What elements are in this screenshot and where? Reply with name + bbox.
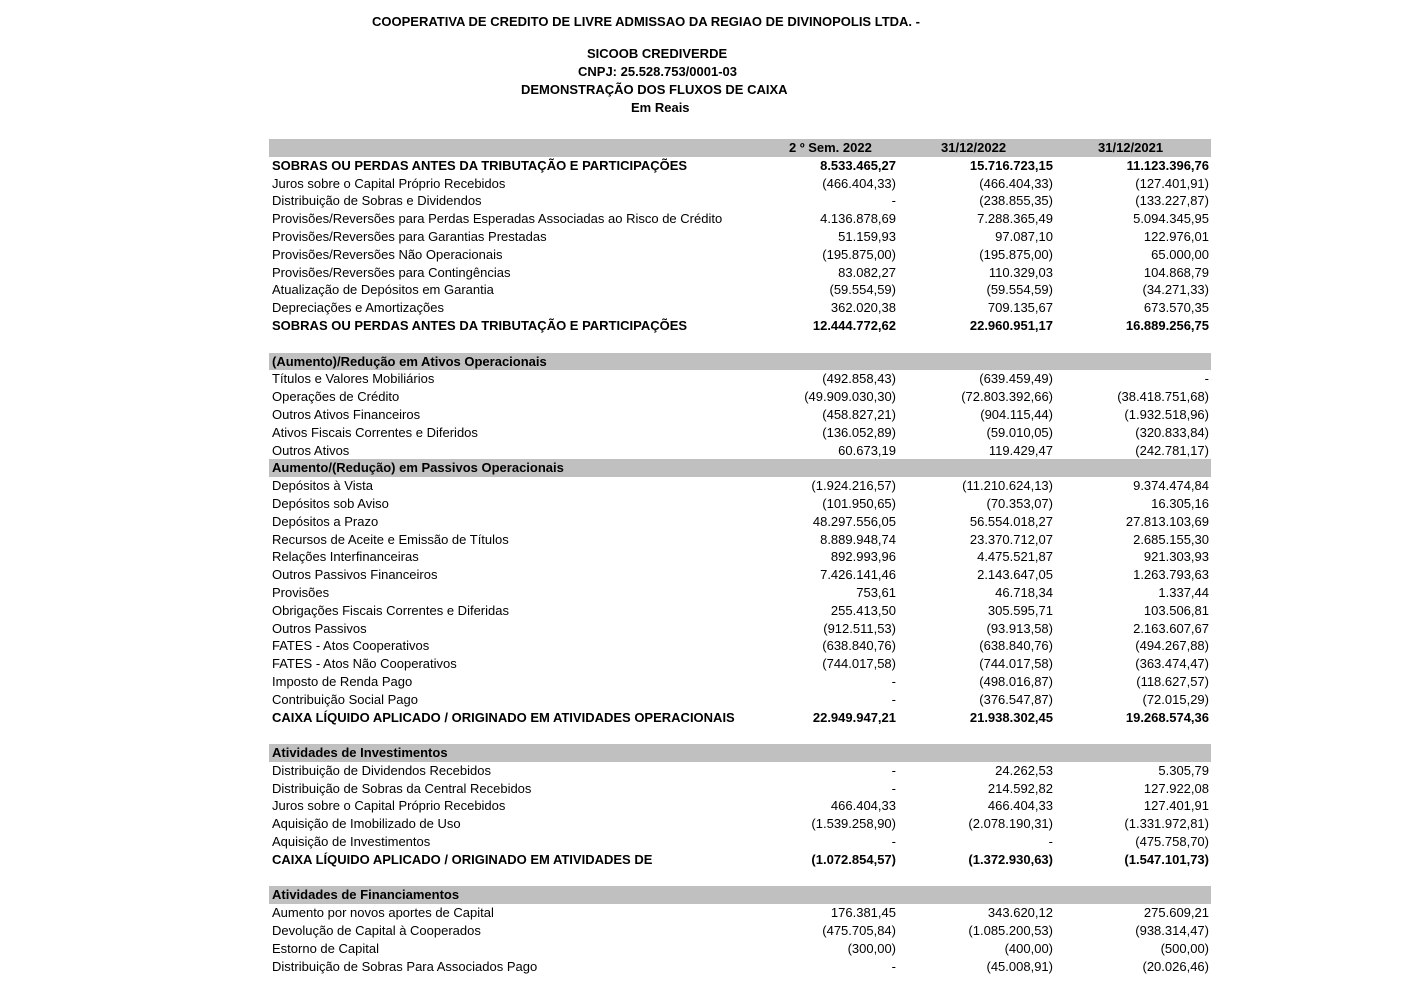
- value-cell: 214.592,82: [987, 780, 1053, 796]
- spacer-row: [269, 335, 1211, 353]
- row-label: Distribuição de Sobras da Central Recebidos: [272, 780, 532, 796]
- total-row: [269, 317, 1211, 335]
- value-cell: 8.533.465,27: [820, 157, 896, 173]
- value-cell: (195.875,00): [822, 246, 896, 262]
- spacer-row: [269, 726, 1211, 744]
- value-cell: 275.609,21: [1143, 905, 1209, 921]
- table-row: [269, 299, 1211, 317]
- row-label: Juros sobre o Capital Próprio Recebidos: [272, 798, 506, 814]
- value-cell: 24.262,53: [995, 762, 1053, 778]
- value-cell: 255.413,50: [830, 602, 896, 618]
- value-cell: (127.401,91): [1135, 175, 1209, 191]
- row-label: Operações de Crédito: [272, 389, 400, 405]
- table-row: [269, 513, 1211, 531]
- value-cell: (744.017,58): [822, 656, 896, 672]
- value-cell: (11.210.624,13): [962, 478, 1053, 494]
- value-cell: (59.554,59): [829, 282, 896, 298]
- value-cell: 8.889.948,74: [820, 531, 896, 547]
- value-cell: 65.000,00: [1151, 246, 1209, 262]
- table-row: [269, 584, 1211, 602]
- table-row: [269, 406, 1211, 424]
- row-label: Provisões/Reversões Não Operacionais: [272, 246, 503, 262]
- value-cell: (118.627,57): [1136, 673, 1209, 689]
- value-cell: 4.475.521,87: [977, 549, 1053, 565]
- table-row: [269, 477, 1211, 495]
- table-row: [269, 602, 1211, 620]
- value-cell: -: [891, 834, 896, 850]
- value-cell: 343.620,12: [987, 905, 1053, 921]
- table-row: [269, 833, 1211, 851]
- value-cell: (49.909.030,30): [804, 389, 896, 405]
- value-cell: 753,61: [856, 584, 896, 600]
- row-label: Devolução de Capital à Cooperados: [272, 923, 481, 939]
- value-cell: (320.833,84): [1135, 424, 1209, 440]
- value-cell: 119.429,47: [988, 442, 1053, 458]
- value-cell: (238.855,35): [979, 193, 1053, 209]
- value-cell: (744.017,58): [979, 656, 1053, 672]
- value-cell: (1.547.101,73): [1124, 851, 1209, 867]
- row-label: Provisões: [272, 584, 330, 600]
- row-label: Outros Passivos: [272, 620, 367, 636]
- value-cell: 127.401,91: [1143, 798, 1209, 814]
- value-cell: 27.813.103,69: [1125, 513, 1209, 529]
- value-cell: 7.426.141,46: [820, 567, 896, 583]
- value-cell: 46.718,34: [995, 584, 1053, 600]
- value-cell: (466.404,33): [979, 175, 1053, 191]
- value-cell: 103.506,81: [1143, 602, 1209, 618]
- row-label: SOBRAS OU PERDAS ANTES DA TRIBUTAÇÃO E PARTICIPAÇÕES: [272, 317, 688, 333]
- value-cell: -: [891, 691, 896, 707]
- row-label: Estorno de Capital: [272, 940, 379, 956]
- column-header: 31/12/2022: [941, 140, 1007, 155]
- value-cell: 892.993,96: [830, 549, 896, 565]
- table-row: [269, 388, 1211, 406]
- row-label: FATES - Atos Cooperativos: [272, 638, 430, 654]
- row-label: Distribuição de Sobras e Dividendos: [272, 193, 482, 209]
- row-label: Atividades de Financiamentos: [272, 887, 460, 903]
- value-cell: -: [891, 673, 896, 689]
- table-row: [269, 566, 1211, 584]
- total-row: [269, 157, 1211, 175]
- value-cell: 15.716.723,15: [969, 157, 1053, 173]
- value-cell: (2.078.190,31): [968, 816, 1053, 832]
- table-row: [269, 940, 1211, 958]
- value-cell: (1.372.930,63): [968, 851, 1053, 867]
- value-cell: 1.263.793,63: [1133, 567, 1209, 583]
- value-cell: (101.950,65): [822, 495, 896, 511]
- row-label: Depósitos sob Aviso: [272, 495, 389, 511]
- value-cell: (400,00): [1004, 940, 1053, 956]
- row-label: SOBRAS OU PERDAS ANTES DA TRIBUTAÇÃO E PARTICIPAÇÕES: [272, 157, 688, 173]
- row-label: Outros Ativos Financeiros: [272, 406, 421, 422]
- report-title: DEMONSTRAÇÃO DOS FLUXOS DE CAIXA: [521, 82, 788, 97]
- table-row: [269, 904, 1211, 922]
- cooperative-name: SICOOB CREDIVERDE: [587, 46, 728, 61]
- value-cell: 5.094.345,95: [1133, 211, 1209, 227]
- value-cell: 22.949.947,21: [812, 709, 896, 725]
- value-cell: -: [1048, 834, 1053, 850]
- value-cell: 97.087,10: [995, 228, 1053, 244]
- row-label: Outros Passivos Financeiros: [272, 567, 438, 583]
- table-row: [269, 246, 1211, 264]
- row-label: Aquisição de Investimentos: [272, 834, 431, 850]
- value-cell: (1.331.972,81): [1124, 816, 1209, 832]
- value-cell: (34.271,33): [1142, 282, 1209, 298]
- value-cell: (93.913,58): [986, 620, 1053, 636]
- value-cell: (136.052,89): [822, 424, 896, 440]
- row-label: Obrigações Fiscais Correntes e Diferidas: [272, 602, 509, 618]
- table-row: [269, 958, 1211, 976]
- value-cell: 1.337,44: [1158, 584, 1209, 600]
- value-cell: 48.297.556,05: [812, 513, 896, 529]
- value-cell: 19.268.574,36: [1125, 709, 1209, 725]
- value-cell: (492.858,43): [822, 371, 896, 387]
- row-label: Distribuição de Sobras Para Associados Pago: [272, 958, 538, 974]
- value-cell: (133.227,87): [1135, 193, 1209, 209]
- row-label: Provisões/Reversões para Perdas Esperadas Associadas ao Risco de Crédito: [272, 211, 723, 227]
- value-cell: (458.827,21): [822, 406, 896, 422]
- row-label: Depósitos a Prazo: [272, 513, 379, 529]
- value-cell: (475.705,84): [822, 923, 896, 939]
- value-cell: (475.758,70): [1135, 834, 1209, 850]
- section-header-row: [269, 459, 1211, 477]
- table-row: [269, 673, 1211, 691]
- row-label: Juros sobre o Capital Próprio Recebidos: [272, 175, 506, 191]
- row-label: Aumento/(Redução) em Passivos Operacionais: [272, 460, 564, 476]
- column-header: 31/12/2021: [1098, 140, 1164, 155]
- value-cell: (70.353,07): [986, 495, 1053, 511]
- row-label: CAIXA LÍQUIDO APLICADO / ORIGINADO EM ATIVIDADES DE: [272, 851, 653, 867]
- value-cell: (242.781,17): [1135, 442, 1209, 458]
- table-row: [269, 495, 1211, 513]
- value-cell: (938.314,47): [1135, 923, 1209, 939]
- row-label: Depósitos à Vista: [272, 478, 373, 494]
- value-cell: (59.554,59): [986, 282, 1053, 298]
- value-cell: 56.554.018,27: [969, 513, 1053, 529]
- value-cell: -: [891, 193, 896, 209]
- value-cell: (638.840,76): [979, 638, 1053, 654]
- row-label: Atividades de Investimentos: [272, 745, 448, 761]
- value-cell: 16.889.256,75: [1125, 317, 1209, 333]
- value-cell: 22.960.951,17: [969, 317, 1053, 333]
- table-row: [269, 531, 1211, 549]
- table-row: [269, 620, 1211, 638]
- value-cell: 7.288.365,49: [977, 211, 1053, 227]
- section-header-row: [269, 353, 1211, 371]
- value-cell: 362.020,38: [830, 300, 896, 316]
- column-header-row: [269, 139, 1211, 157]
- value-cell: (38.418.751,68): [1117, 389, 1209, 405]
- row-label: Depreciações e Amortizações: [272, 300, 444, 316]
- table-row: [269, 210, 1211, 228]
- table-row: [269, 797, 1211, 815]
- column-header: 2 º Sem. 2022: [789, 140, 872, 155]
- table-row: [269, 637, 1211, 655]
- value-cell: 673.570,35: [1143, 300, 1209, 316]
- table-row: [269, 424, 1211, 442]
- row-label: FATES - Atos Não Cooperativos: [272, 656, 457, 672]
- value-cell: (912.511,53): [823, 620, 896, 636]
- table-row: [269, 192, 1211, 210]
- table-row: [269, 548, 1211, 566]
- value-cell: (1.085.200,53): [968, 923, 1053, 939]
- row-label: Títulos e Valores Mobiliários: [272, 371, 435, 387]
- value-cell: 23.370.712,07: [969, 531, 1053, 547]
- row-label: CAIXA LÍQUIDO APLICADO / ORIGINADO EM ATIVIDADES OPERACIONAIS: [272, 709, 735, 725]
- table-row: [269, 780, 1211, 798]
- row-label: Provisões/Reversões para Garantias Prestadas: [272, 228, 547, 244]
- row-label: Outros Ativos: [272, 442, 350, 458]
- table-row: [269, 175, 1211, 193]
- value-cell: 51.159,93: [838, 228, 896, 244]
- value-cell: (639.459,49): [979, 371, 1053, 387]
- value-cell: (638.840,76): [822, 638, 896, 654]
- table-body: [269, 157, 1211, 976]
- row-label: Distribuição de Dividendos Recebidos: [272, 762, 491, 778]
- total-row: [269, 851, 1211, 869]
- table-row: [269, 762, 1211, 780]
- table-row: [269, 281, 1211, 299]
- row-label: Aquisição de Imobilizado de Uso: [272, 816, 461, 832]
- value-cell: 466.404,33: [830, 798, 896, 814]
- value-cell: -: [1204, 371, 1209, 387]
- value-cell: (45.008,91): [986, 958, 1053, 974]
- value-cell: 5.305,79: [1158, 762, 1209, 778]
- value-cell: 12.444.772,62: [812, 317, 896, 333]
- total-row: [269, 709, 1211, 727]
- cnpj: CNPJ: 25.528.753/0001-03: [578, 64, 738, 79]
- value-cell: -: [891, 762, 896, 778]
- value-cell: (1.924.216,57): [811, 478, 896, 494]
- row-label: Imposto de Renda Pago: [272, 673, 413, 689]
- value-cell: (195.875,00): [979, 246, 1053, 262]
- value-cell: 122.976,01: [1143, 228, 1209, 244]
- row-label: Recursos de Aceite e Emissão de Títulos: [272, 531, 509, 547]
- table-row: [269, 655, 1211, 673]
- value-cell: -: [891, 958, 896, 974]
- value-cell: 16.305,16: [1151, 495, 1209, 511]
- row-label: Contribuição Social Pago: [272, 691, 418, 707]
- value-cell: 2.143.647,05: [977, 567, 1053, 583]
- value-cell: (1.932.518,96): [1124, 406, 1209, 422]
- value-cell: 2.163.607,67: [1133, 620, 1209, 636]
- value-cell: (498.016,87): [979, 673, 1053, 689]
- value-cell: (72.015,29): [1142, 691, 1209, 707]
- value-cell: 305.595,71: [987, 602, 1053, 618]
- value-cell: 21.938.302,45: [969, 709, 1053, 725]
- row-label: Aumento por novos aportes de Capital: [272, 905, 494, 921]
- row-label: (Aumento)/Redução em Ativos Operacionais: [272, 353, 547, 369]
- value-cell: (1.072.854,57): [811, 851, 896, 867]
- value-cell: 104.868,79: [1143, 264, 1209, 280]
- cash-flow-table: [269, 139, 1211, 975]
- entity-name: COOPERATIVA DE CREDITO DE LIVRE ADMISSAO DA REGIAO DE DIVINOPOLIS LTDA. -: [372, 14, 920, 29]
- value-cell: 466.404,33: [987, 798, 1053, 814]
- value-cell: 4.136.878,69: [820, 211, 896, 227]
- table-row: [269, 264, 1211, 282]
- value-cell: 83.082,27: [838, 264, 896, 280]
- table-row: [269, 691, 1211, 709]
- row-label: Atualização de Depósitos em Garantia: [272, 282, 494, 298]
- row-label: Provisões/Reversões para Contingências: [272, 264, 511, 280]
- value-cell: -: [891, 780, 896, 796]
- value-cell: (1.539.258,90): [811, 816, 896, 832]
- table-row: [269, 922, 1211, 940]
- value-cell: (72.803.392,66): [961, 389, 1053, 405]
- value-cell: 2.685.155,30: [1133, 531, 1209, 547]
- value-cell: (376.547,87): [979, 691, 1053, 707]
- value-cell: 921.303,93: [1143, 549, 1209, 565]
- row-label: Ativos Fiscais Correntes e Diferidos: [272, 424, 478, 440]
- value-cell: 110.329,03: [988, 264, 1053, 280]
- value-cell: (904.115,44): [980, 406, 1053, 422]
- table-row: [269, 815, 1211, 833]
- value-cell: 11.123.396,76: [1126, 157, 1209, 173]
- value-cell: (466.404,33): [822, 175, 896, 191]
- section-header-row: [269, 886, 1211, 904]
- table-row: [269, 228, 1211, 246]
- value-cell: 176.381,45: [830, 905, 896, 921]
- value-cell: (300,00): [847, 940, 896, 956]
- spacer-row: [269, 869, 1211, 887]
- table-row: [269, 442, 1211, 460]
- value-cell: (59.010,05): [986, 424, 1053, 440]
- value-cell: (20.026,46): [1142, 958, 1209, 974]
- table-row: [269, 370, 1211, 388]
- value-cell: (363.474,47): [1135, 656, 1209, 672]
- value-cell: (494.267,88): [1135, 638, 1209, 654]
- value-cell: 9.374.474,84: [1133, 478, 1209, 494]
- value-cell: 60.673,19: [838, 442, 896, 458]
- value-cell: 709.135,67: [987, 300, 1053, 316]
- value-cell: (500,00): [1160, 940, 1209, 956]
- section-header-row: [269, 744, 1211, 762]
- row-label: Relações Interfinanceiras: [272, 549, 419, 565]
- value-cell: 127.922,08: [1143, 780, 1209, 796]
- currency-unit: Em Reais: [631, 100, 690, 115]
